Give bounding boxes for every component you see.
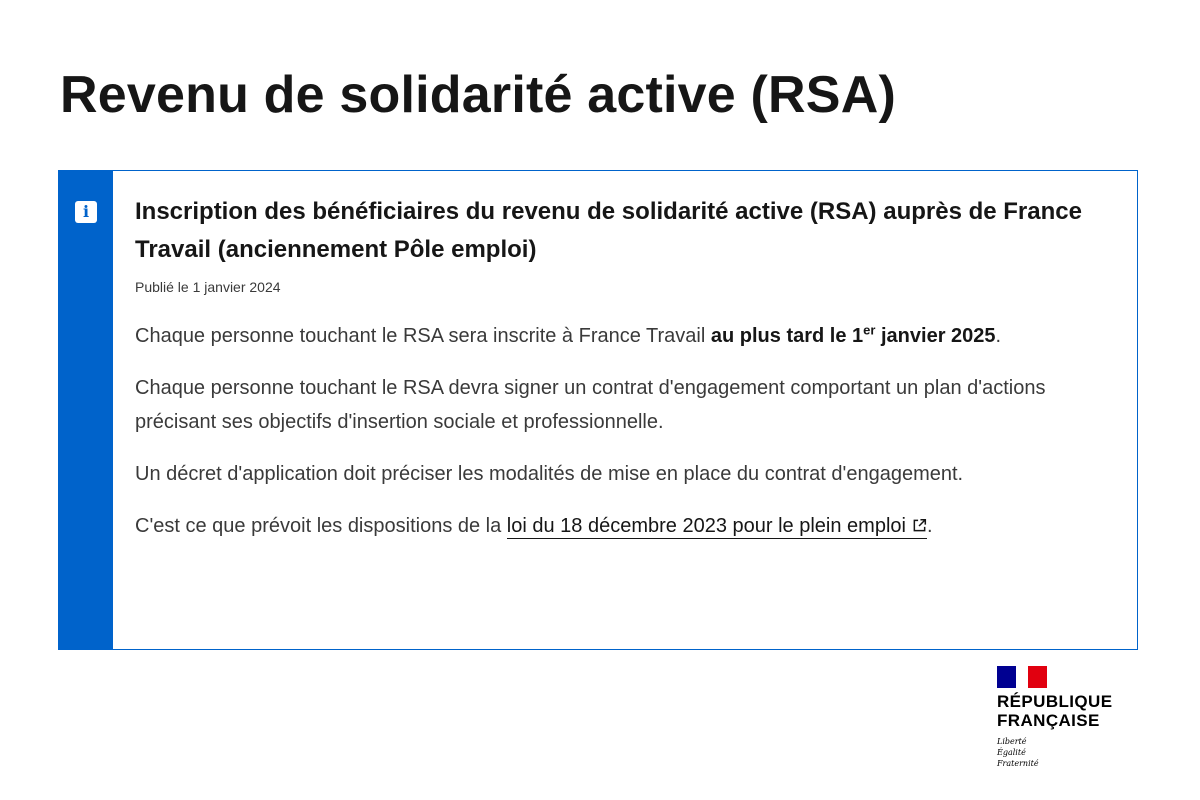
law-link-label: loi du 18 décembre 2023 pour le plein emploi [506,515,906,537]
notice-paragraph-4 [135,509,1085,543]
external-link-icon [912,518,927,533]
notice-paragraph-1 [135,319,1085,353]
p1-deadline-start: au plus tard le 1 [710,325,864,347]
motto-egalite: Égalité [997,748,1026,757]
p1-ordinal: er [863,322,876,338]
p1-deadline [710,322,996,347]
info-icon: i [75,201,97,223]
motto-fraternite: Fraternité [997,759,1039,768]
french-flag-icon [997,666,1047,688]
p1-deadline-end: janvier 2025 [875,325,996,347]
p1-text: Chaque personne touchant le RSA sera inscrite à France Travail [135,325,711,347]
notice-content [135,193,1085,543]
p1-period: . [995,325,1002,347]
info-notice [58,170,1138,650]
notice-paragraph-3: Un décret d'application doit préciser les modalités de mise en place du contrat d'engagement. [135,463,964,485]
page-title: Revenu de solidarité active (RSA) [60,66,896,124]
notice-published-date: Publié le 1 janvier 2024 [135,279,281,295]
law-link[interactable] [507,515,927,539]
motto-liberte: Liberté [997,737,1027,746]
p4-text: C'est ce que prévoit les dispositions de la [135,515,507,537]
logo-name [997,692,1127,730]
p4-period: . [926,515,933,537]
logo-line-1: RÉPUBLIQUE [997,692,1113,711]
notice-paragraph-2: Chaque personne touchant le RSA devra signer un contrat d'engagement comportant un plan d'actions précisant ses objectifs d'insertion sociale et professionnelle. [135,377,1046,433]
logo-line-2: FRANÇAISE [997,711,1100,730]
republique-francaise-logo [997,666,1127,769]
notice-title: Inscription des bénéficiaires du revenu de solidarité active (RSA) auprès de France Travail (anciennement Pôle emploi) [135,198,1082,263]
notice-accent-bar [59,171,113,649]
logo-motto [997,736,1127,769]
